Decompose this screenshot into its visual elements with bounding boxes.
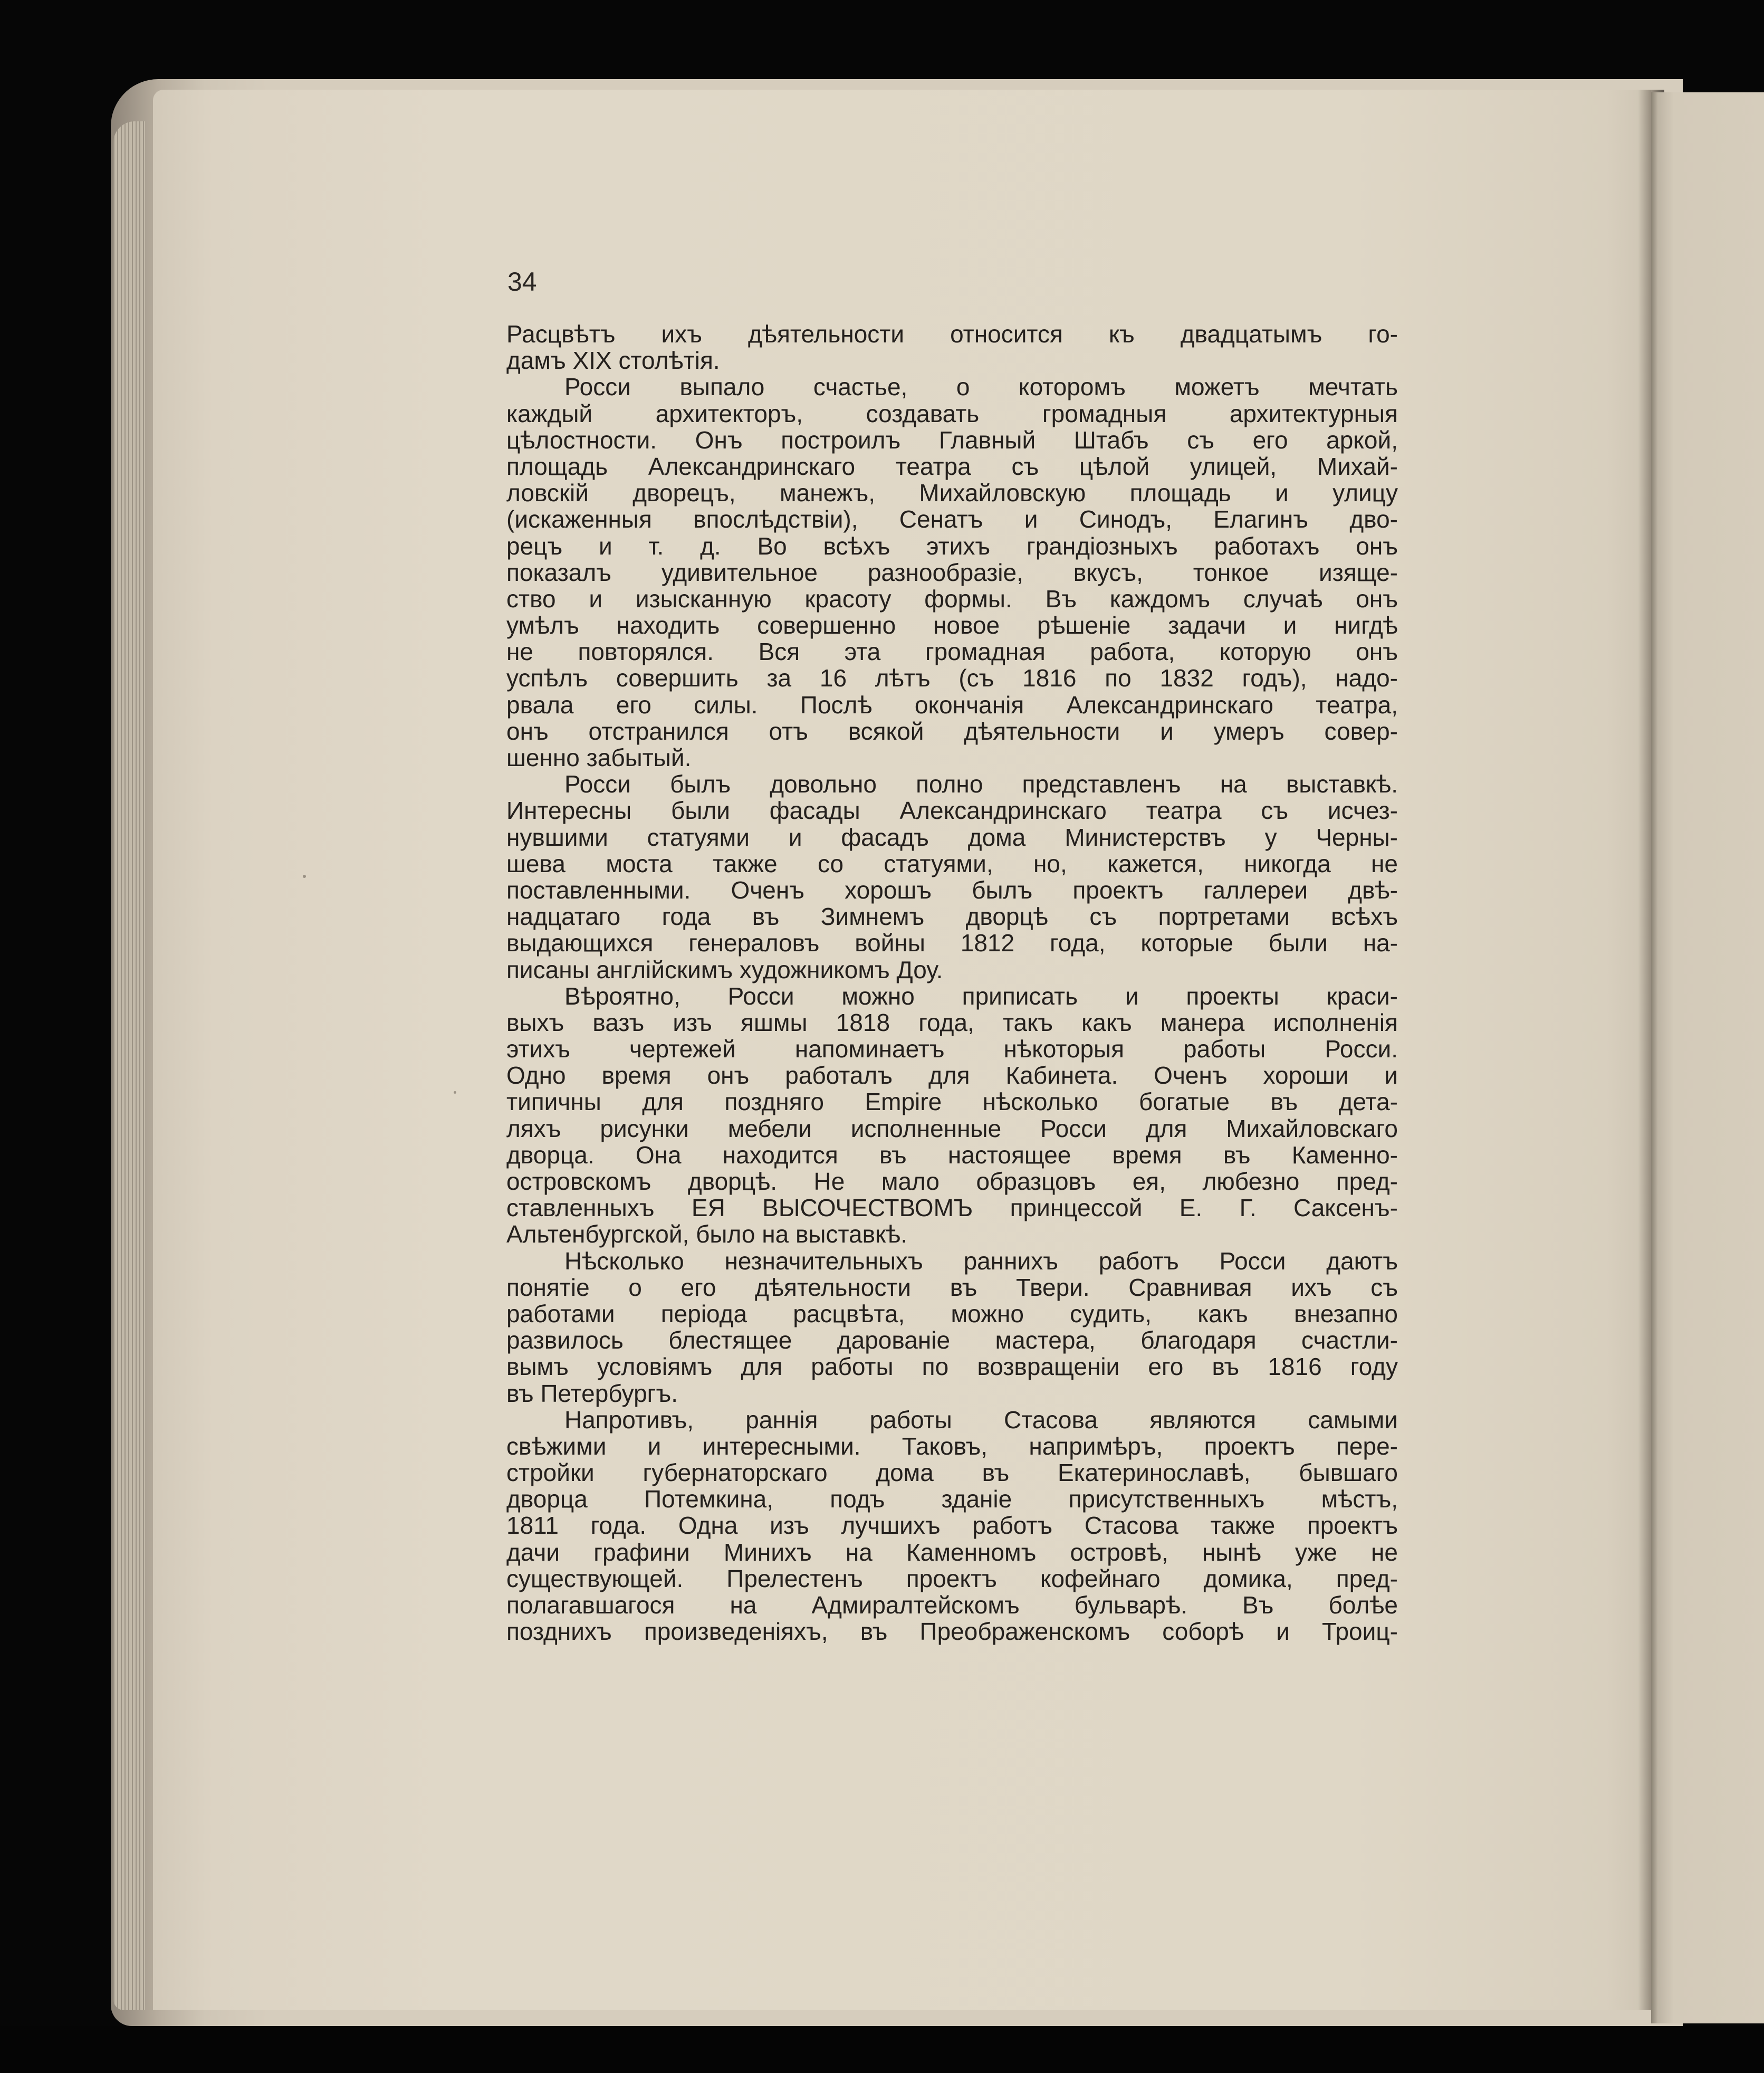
text-line: въ Петербургъ. (506, 1379, 678, 1407)
text-line: развилось блестящее дарованіе мастера, благодаря счастли- (506, 1326, 1398, 1354)
text-line: каждый архитекторъ, создавать громадныя архитектурныя (506, 399, 1398, 427)
text-line: цѣлостности. Онъ построилъ Главный Штабъ съ его аркой, (506, 426, 1398, 454)
text-line: площадь Александринскаго театра съ цѣлой улицей, Михай- (506, 452, 1398, 480)
text-line: типичны для поздняго Empire нѣсколько богатые въ дета- (506, 1088, 1398, 1116)
text-line: рвала его силы. Послѣ окончанія Александринскаго театра, (506, 691, 1398, 719)
text-line: островскомъ дворцѣ. Не мало образцовъ ея, любезно пред- (506, 1168, 1398, 1195)
text-line: Росси былъ довольно полно представленъ на выставкѣ. (564, 770, 1398, 798)
text-line: успѣлъ совершить за 16 лѣтъ (съ 1816 по 1832 годъ), надо- (506, 664, 1398, 692)
text-line: стройки губернаторскаго дома въ Екатеринославѣ, бывшаго (506, 1459, 1398, 1487)
page-number: 34 (507, 267, 537, 297)
text-line: шенно забытый. (506, 744, 692, 771)
text-line: вымъ условіямъ для работы по возвращеніи его въ 1816 году (506, 1353, 1398, 1381)
text-line: Одно время онъ работалъ для Кабинета. Оченъ хороши и (506, 1062, 1398, 1090)
text-line: 1811 года. Одна изъ лучшихъ работъ Стасова также проектъ (506, 1512, 1398, 1540)
text-line: ловскій дворецъ, манежъ, Михайловскую площадь и улицу (506, 479, 1398, 507)
text-line: дворца. Она находится въ настоящее время въ Каменно- (506, 1141, 1398, 1169)
text-line: понятіе о его дѣятельности въ Твери. Сравнивая ихъ съ (506, 1273, 1398, 1301)
text-line: Вѣроятно, Росси можно приписать и проекты краси- (564, 982, 1398, 1010)
paper-speck (303, 875, 306, 878)
text-line: писаны англійскимъ художникомъ Доу. (506, 956, 943, 983)
text-line: ставленныхъ ЕЯ ВЫСОЧЕСТВОМЪ принцессой Е. Г. Саксенъ- (506, 1194, 1398, 1222)
text-line: дамъ XIX столѣтія. (506, 347, 720, 375)
text-line: Расцвѣтъ ихъ дѣятельности относится къ двадцатымъ го- (506, 320, 1398, 348)
text-line: рецъ и т. д. Во всѣхъ этихъ грандіозныхъ работахъ онъ (506, 532, 1398, 560)
text-line: показалъ удивительное разнообразіе, вкусъ, тонкое изяще- (506, 558, 1398, 586)
page-edges (113, 121, 145, 2010)
text-line: полагавшагося на Адмиралтейскомъ бульварѣ. Въ болѣе (506, 1591, 1398, 1619)
text-line: Росси выпало счастье, о которомъ можетъ мечтать (564, 373, 1398, 401)
text-line: этихъ чертежей напоминаетъ нѣкоторыя работы Росси. (506, 1035, 1398, 1063)
text-line: выхъ вазъ изъ яшмы 1818 года, такъ какъ манера исполненія (506, 1008, 1398, 1036)
text-line: (искаженныя впослѣдствіи), Сенатъ и Синодъ, Елагинъ дво- (506, 505, 1398, 533)
text-line: не повторялся. Вся эта громадная работа, которую онъ (506, 638, 1398, 666)
text-line: ляхъ рисунки мебели исполненные Росси для Михайловскаго (506, 1114, 1398, 1142)
text-line: надцатаго года въ Зимнемъ дворцѣ съ портретами всѣхъ (506, 903, 1398, 931)
facing-page (1651, 92, 1764, 2023)
text-line: поставленными. Оченъ хорошъ былъ проектъ галлереи двѣ- (506, 876, 1398, 904)
background-strip (0, 2026, 1764, 2073)
text-line: свѣжими и интересными. Таковъ, напримѣръ, проектъ пере- (506, 1432, 1398, 1460)
text-line: дворца Потемкина, подъ зданіе присутственныхъ мѣстъ, (506, 1485, 1398, 1513)
text-line: Интересны были фасады Александринскаго театра съ исчез- (506, 797, 1398, 825)
text-line: существующей. Прелестенъ проектъ кофейнаго домика, пред- (506, 1564, 1398, 1592)
text-line: нувшими статуями и фасадъ дома Министерствъ у Черны- (506, 823, 1398, 851)
text-line: шева моста также со статуями, но, кажется, никогда не (506, 849, 1398, 877)
text-line: Напротивъ, раннія работы Стасова являются самыми (564, 1406, 1398, 1434)
text-line: Альтенбургской, было на выставкѣ. (506, 1220, 908, 1248)
text-line: умѣлъ находить совершенно новое рѣшеніе задачи и нигдѣ (506, 612, 1398, 639)
text-line: дачи графини Минихъ на Каменномъ островѣ, нынѣ уже не (506, 1538, 1398, 1566)
text-line: позднихъ произведеніяхъ, въ Преображенскомъ соборѣ и Троиц- (506, 1618, 1398, 1646)
text-line: Нѣсколько незначительныхъ раннихъ работъ Росси даютъ (564, 1247, 1398, 1275)
text-line: ство и изысканную красоту формы. Въ каждомъ случаѣ онъ (506, 585, 1398, 613)
text-line: онъ отстранился отъ всякой дѣятельности и умеръ совер- (506, 717, 1398, 745)
body-text (506, 321, 1398, 1645)
paper-speck (454, 1091, 456, 1094)
text-line: работами періода расцвѣта, можно судить, какъ внезапно (506, 1300, 1398, 1327)
text-line: выдающихся генераловъ войны 1812 года, которые были на- (506, 929, 1398, 957)
